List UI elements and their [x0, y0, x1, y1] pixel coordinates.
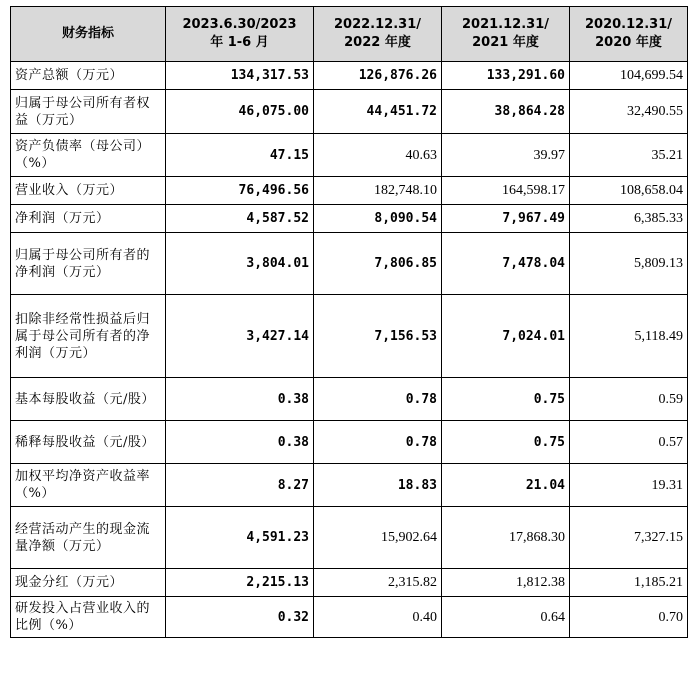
value-cell: 7,327.15 [570, 507, 688, 569]
value-cell: 6,385.33 [570, 205, 688, 233]
header-2021: 2021.12.31/ 2021 年度 [442, 7, 570, 62]
value-cell: 2,215.13 [166, 569, 314, 597]
value-cell: 0.59 [570, 378, 688, 421]
value-cell: 8.27 [166, 464, 314, 507]
metric-label: 归属于母公司所有者的净利润（万元） [11, 233, 166, 295]
table-row [11, 507, 688, 569]
value-cell: 3,804.01 [166, 233, 314, 295]
table-row [11, 569, 688, 597]
metric-label: 经营活动产生的现金流量净额（万元） [11, 507, 166, 569]
value-cell: 104,699.54 [570, 62, 688, 90]
value-cell: 19.31 [570, 464, 688, 507]
value-cell: 4,591.23 [166, 507, 314, 569]
table-row [11, 134, 688, 177]
value-cell: 0.57 [570, 421, 688, 464]
value-cell: 0.78 [314, 378, 442, 421]
metric-label: 资产总额（万元） [11, 62, 166, 90]
value-cell: 5,809.13 [570, 233, 688, 295]
value-cell: 7,478.04 [442, 233, 570, 295]
value-cell: 7,967.49 [442, 205, 570, 233]
header-2020: 2020.12.31/ 2020 年度 [570, 7, 688, 62]
value-cell: 0.75 [442, 421, 570, 464]
value-cell: 134,317.53 [166, 62, 314, 90]
value-cell: 3,427.14 [166, 295, 314, 378]
table-row [11, 90, 688, 134]
table-row [11, 378, 688, 421]
value-cell: 0.32 [166, 597, 314, 638]
value-cell: 1,812.38 [442, 569, 570, 597]
metric-label: 加权平均净资产收益率（%） [11, 464, 166, 507]
value-cell: 1,185.21 [570, 569, 688, 597]
metric-label: 营业收入（万元） [11, 177, 166, 205]
value-cell: 32,490.55 [570, 90, 688, 134]
financial-indicators-table [10, 6, 688, 638]
value-cell: 76,496.56 [166, 177, 314, 205]
value-cell: 18.83 [314, 464, 442, 507]
value-cell: 164,598.17 [442, 177, 570, 205]
table-row [11, 421, 688, 464]
value-cell: 21.04 [442, 464, 570, 507]
metric-label: 现金分红（万元） [11, 569, 166, 597]
value-cell: 0.38 [166, 421, 314, 464]
value-cell: 35.21 [570, 134, 688, 177]
header-row [11, 7, 688, 62]
value-cell: 5,118.49 [570, 295, 688, 378]
metric-label: 归属于母公司所有者权益（万元） [11, 90, 166, 134]
value-cell: 0.40 [314, 597, 442, 638]
value-cell: 126,876.26 [314, 62, 442, 90]
value-cell: 8,090.54 [314, 205, 442, 233]
header-2023h1: 2023.6.30/2023 年 1-6 月 [166, 7, 314, 62]
header-2022: 2022.12.31/ 2022 年度 [314, 7, 442, 62]
value-cell: 17,868.30 [442, 507, 570, 569]
value-cell: 7,156.53 [314, 295, 442, 378]
value-cell: 15,902.64 [314, 507, 442, 569]
value-cell: 0.75 [442, 378, 570, 421]
metric-label: 稀释每股收益（元/股） [11, 421, 166, 464]
metric-label: 资产负债率（母公司）（%） [11, 134, 166, 177]
metric-label: 研发投入占营业收入的比例（%） [11, 597, 166, 638]
metric-label: 基本每股收益（元/股） [11, 378, 166, 421]
table-row [11, 295, 688, 378]
value-cell: 0.38 [166, 378, 314, 421]
value-cell: 47.15 [166, 134, 314, 177]
value-cell: 46,075.00 [166, 90, 314, 134]
table-row [11, 233, 688, 295]
value-cell: 133,291.60 [442, 62, 570, 90]
metric-label: 净利润（万元） [11, 205, 166, 233]
table-row [11, 464, 688, 507]
value-cell: 0.78 [314, 421, 442, 464]
table-row [11, 62, 688, 90]
value-cell: 40.63 [314, 134, 442, 177]
value-cell: 0.70 [570, 597, 688, 638]
table-row [11, 177, 688, 205]
table-row [11, 205, 688, 233]
value-cell: 4,587.52 [166, 205, 314, 233]
table-row [11, 597, 688, 638]
value-cell: 2,315.82 [314, 569, 442, 597]
value-cell: 7,024.01 [442, 295, 570, 378]
value-cell: 38,864.28 [442, 90, 570, 134]
value-cell: 0.64 [442, 597, 570, 638]
value-cell: 39.97 [442, 134, 570, 177]
value-cell: 182,748.10 [314, 177, 442, 205]
value-cell: 44,451.72 [314, 90, 442, 134]
value-cell: 7,806.85 [314, 233, 442, 295]
metric-label: 扣除非经常性损益后归属于母公司所有者的净利润（万元） [11, 295, 166, 378]
value-cell: 108,658.04 [570, 177, 688, 205]
header-metric: 财务指标 [11, 7, 166, 62]
